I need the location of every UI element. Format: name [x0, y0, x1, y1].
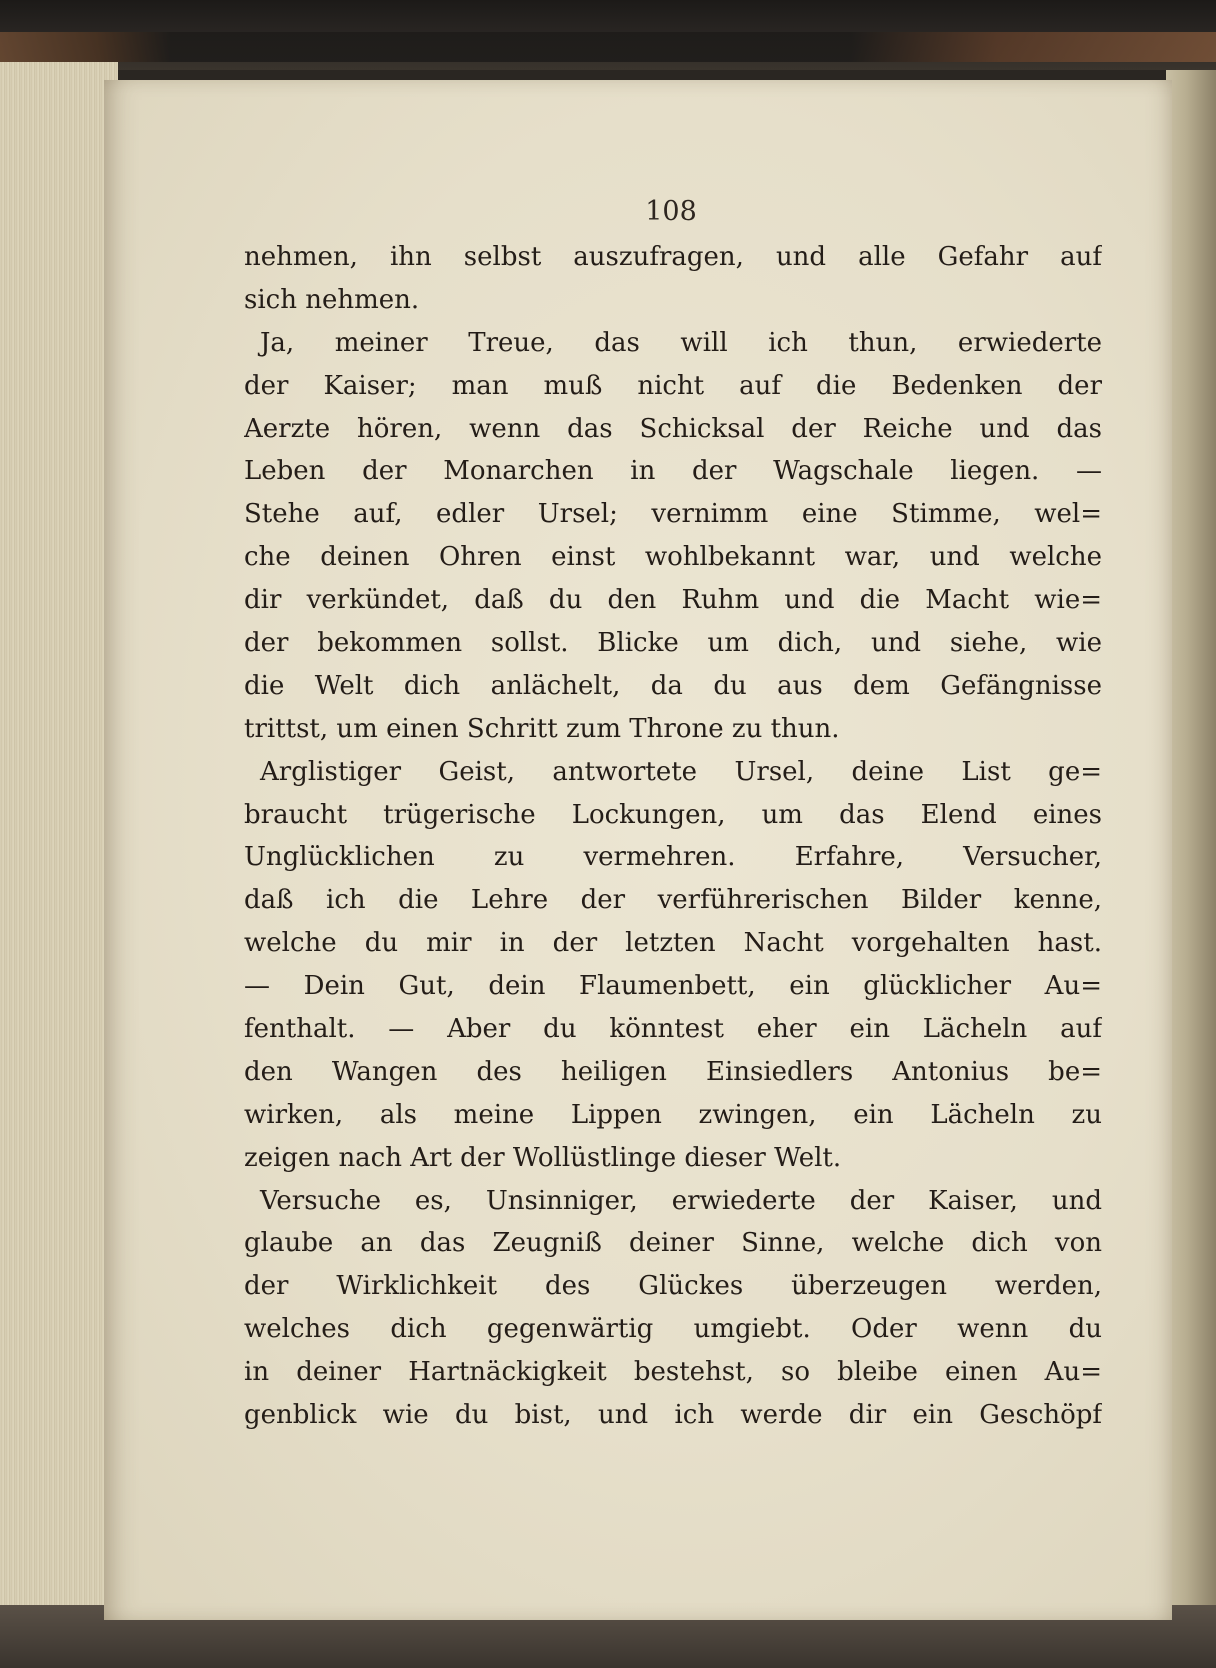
- text-line: in deiner Hartnäckigkeit bestehst, so bleibe einen Au=: [244, 1357, 1102, 1388]
- text-line: daß ich die Lehre der verführerischen Bilder kenne,: [244, 885, 1102, 916]
- text-line: fenthalt. — Aber du könntest eher ein Lächeln auf: [244, 1014, 1102, 1045]
- text-line: der Kaiser; man muß nicht auf die Bedenken der: [244, 370, 1102, 401]
- text-line: Ja, meiner Treue, das will ich thun, erwiederte: [260, 327, 1102, 358]
- page-number: 108: [645, 196, 697, 227]
- text-line: Arglistiger Geist, antwortete Ursel, deine List ge=: [260, 756, 1102, 787]
- text-line: braucht trügerische Lockungen, um das Elend eines: [244, 799, 1102, 830]
- text-line: nehmen, ihn selbst auszufragen, und alle Gefahr auf: [244, 242, 1102, 272]
- text-line: Versuche es, Unsinniger, erwiederte der Kaiser, und: [260, 1185, 1102, 1216]
- text-line: — Dein Gut, dein Flaumenbett, ein glücklicher Au=: [244, 971, 1102, 1002]
- text-line: die Welt dich anlächelt, da du aus dem Gefängnisse: [244, 670, 1102, 701]
- text-line: dir verkündet, daß du den Ruhm und die Macht wie=: [244, 585, 1102, 616]
- text-line: genblick wie du bist, und ich werde dir ein Geschöpf: [244, 1400, 1102, 1431]
- text-line: Stehe auf, edler Ursel; vernimm eine Stimme, wel=: [244, 499, 1102, 530]
- text-line: Leben der Monarchen in der Wagschale liegen. —: [244, 456, 1102, 487]
- text-line: welches dich gegenwärtig umgiebt. Oder wenn du: [244, 1314, 1102, 1345]
- body-text: [244, 236, 1102, 1437]
- text-line: der Wirklichkeit des Glückes überzeugen werden,: [244, 1271, 1102, 1302]
- text-line: Aerzte hören, wenn das Schicksal der Reiche und das: [244, 413, 1102, 444]
- page-edge-right: [1166, 70, 1216, 1630]
- cover-strip: [0, 32, 1216, 62]
- text-line: glaube an das Zeugniß deiner Sinne, welche dich von: [244, 1228, 1102, 1259]
- text-line: der bekommen sollst. Blicke um dich, und siehe, wie: [244, 628, 1102, 659]
- text-line: wirken, als meine Lippen zwingen, ein Lächeln zu: [244, 1099, 1102, 1130]
- text-line: den Wangen des heiligen Einsiedlers Antonius be=: [244, 1056, 1102, 1087]
- page-stack-left: [0, 62, 118, 1622]
- text-line: trittst, um einen Schritt zum Throne zu thun.: [244, 713, 840, 744]
- text-line: che deinen Ohren einst wohlbekannt war, und welche: [244, 542, 1102, 573]
- text-line: welche du mir in der letzten Nacht vorgehalten hast.: [244, 928, 1102, 959]
- text-line: sich nehmen.: [244, 284, 420, 315]
- text-line: zeigen nach Art der Wollüstlinge dieser Welt.: [244, 1142, 842, 1173]
- text-line: Unglücklichen zu vermehren. Erfahre, Versucher,: [244, 842, 1102, 873]
